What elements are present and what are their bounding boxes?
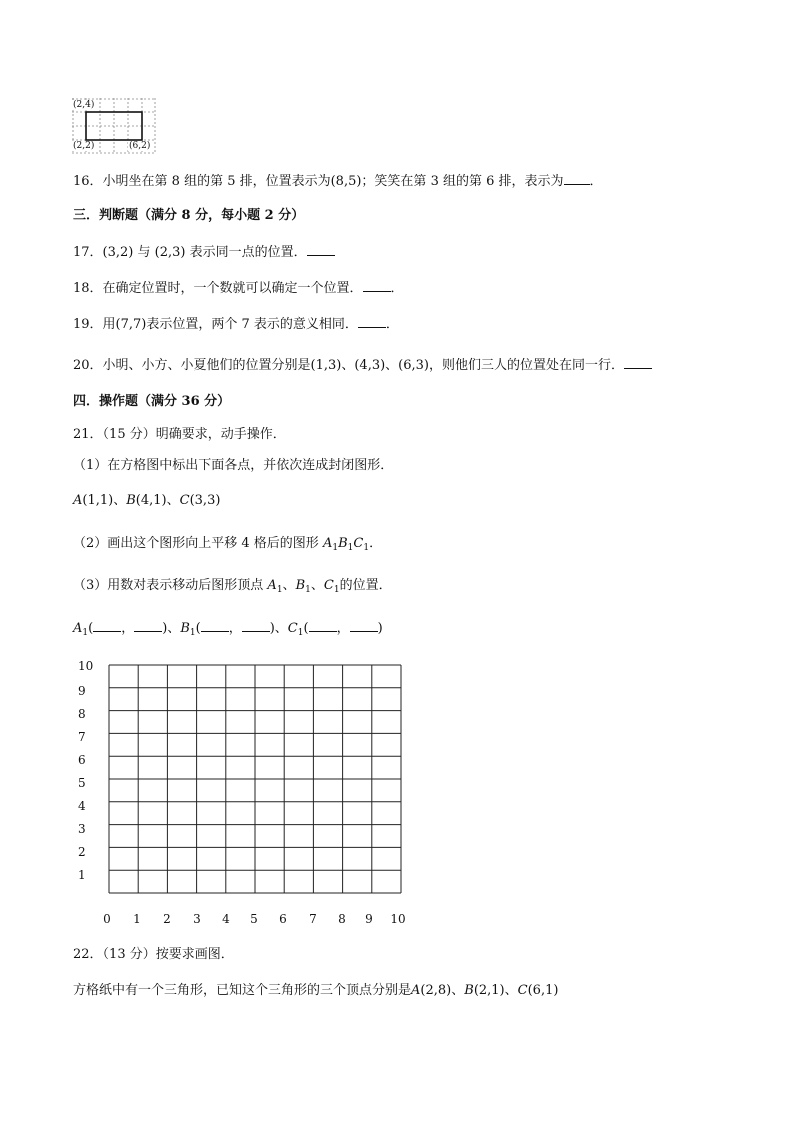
answer-b1-x[interactable] [201, 619, 229, 632]
x-axis-label: 3 [193, 912, 201, 926]
question-16: 16．小明坐在第 8 组的第 5 排，位置表示为(8,5)；笑笑在第 3 组的第 6 排，表示为 ． [73, 174, 603, 189]
question-21-points: A(1,1)、B(4,1)、C(3,3) [73, 493, 221, 508]
mini-label-bottom-right: (6,2) [129, 141, 151, 151]
x-axis-label: 5 [250, 912, 258, 926]
question-22-title: 22．（13 分）按要求画图． [73, 947, 234, 962]
section-4-title: 四．操作题（满分 36 分） [73, 394, 231, 409]
y-axis-label: 2 [78, 845, 86, 859]
y-axis-label: 7 [78, 730, 86, 744]
question-21-title: 21．（15 分）明确要求，动手操作． [73, 427, 286, 442]
answer-b1-y[interactable] [242, 619, 270, 632]
answer-c1-y[interactable] [350, 619, 378, 632]
y-axis-label: 4 [78, 799, 86, 813]
answer-blank[interactable] [307, 243, 335, 256]
answer-a1-x[interactable] [93, 619, 121, 632]
answer-blank[interactable] [363, 279, 391, 292]
x-axis-label: 0 [103, 912, 111, 926]
y-axis-label: 8 [78, 707, 86, 721]
question-21-part-1: （1）在方格图中标出下面各点，并依次连成封闭图形． [73, 458, 394, 473]
x-axis-label: 9 [365, 912, 373, 926]
grid-lines[interactable] [108, 664, 402, 894]
mini-grid-figure [72, 98, 156, 154]
y-axis-label: 9 [78, 684, 86, 698]
y-axis-label: 10 [78, 659, 94, 673]
x-axis-label: 8 [338, 912, 346, 926]
question-20: 20．小明、小方、小夏他们的位置分别是(1,3)、(4,3)、(6,3)，则他们三人的位置处在同一行． [73, 356, 652, 375]
y-axis-label: 6 [78, 753, 86, 767]
y-axis-label: 1 [78, 868, 86, 882]
question-21-part-3: （3）用数对表示移动后图形顶点 $A_1$、$B_1$、$C_1$的位置． [73, 578, 392, 595]
question-17: 17．(3,2) 与 (2,3) 表示同一点的位置． [73, 243, 335, 262]
y-axis-label: 3 [78, 822, 86, 836]
mini-label-bottom-left: (2,2) [73, 141, 95, 151]
question-22-text: 方格纸中有一个三角形，已知这个三角形的三个顶点分别是A(2,8)、B(2,1)、C(6,1) [73, 983, 559, 998]
answer-c1-x[interactable] [309, 619, 337, 632]
x-axis-label: 10 [390, 912, 406, 926]
answer-blank[interactable] [564, 172, 590, 185]
answer-a1-y[interactable] [134, 619, 162, 632]
x-axis-label: 6 [279, 912, 287, 926]
x-axis-label: 1 [133, 912, 141, 926]
y-axis-label: 5 [78, 776, 86, 790]
question-18: 18．在确定位置时，一个数就可以确定一个位置． ． [73, 281, 404, 296]
question-19: 19．用(7,7)表示位置，两个 7 表示的意义相同． ． [73, 317, 399, 332]
x-axis-label: 7 [309, 912, 317, 926]
answer-blank[interactable] [624, 356, 652, 369]
x-axis-label: 4 [222, 912, 230, 926]
x-axis-label: 2 [163, 912, 171, 926]
section-3-title: 三．判断题（满分 8 分，每小题 2 分） [73, 208, 305, 223]
question-21-part-2: （2）画出这个图形向上平移 4 格后的图形 $A_1B_1C_1$． [73, 536, 383, 553]
mini-label-top-left: (2,4) [73, 100, 95, 110]
answer-blank[interactable] [358, 315, 386, 328]
question-21-answers: $A_1$( ， )、$B_1$( ， )、$C_1$( ， ) [73, 621, 383, 638]
